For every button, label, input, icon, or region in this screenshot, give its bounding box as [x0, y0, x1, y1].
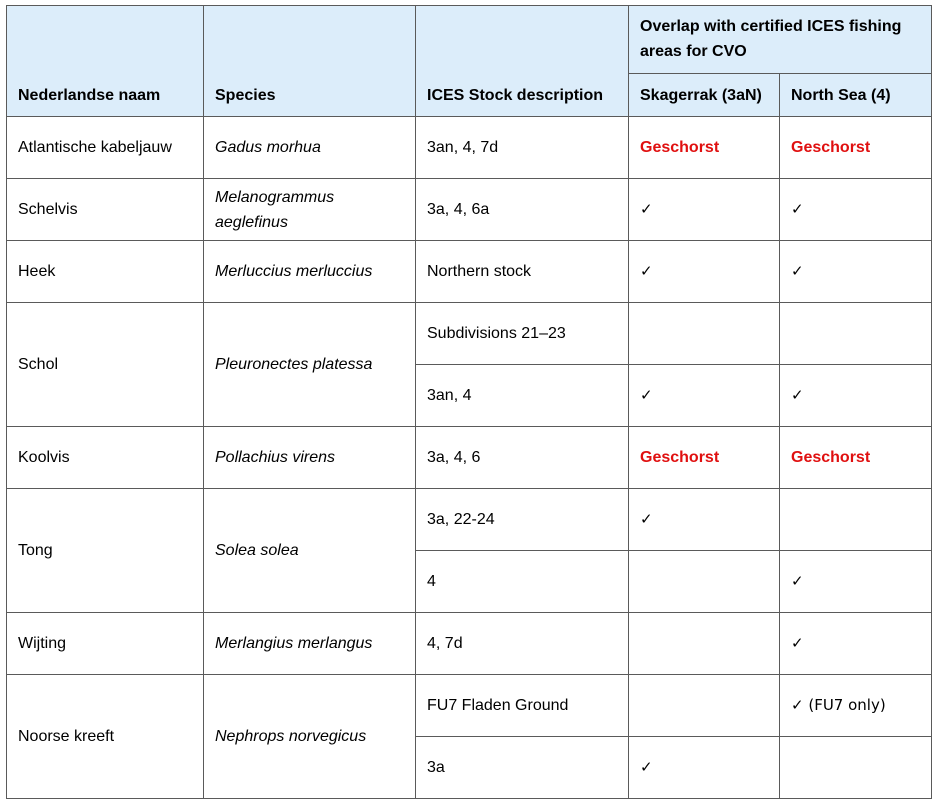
cell-name: Atlantische kabeljauw	[7, 117, 204, 179]
cell-name: Wijting	[7, 613, 204, 675]
cell-skagerrak: ✓	[629, 179, 780, 241]
cell-northsea: ✓	[780, 365, 932, 427]
cell-northsea	[780, 489, 932, 551]
cell-name: Koolvis	[7, 427, 204, 489]
cell-species: Pleuronectes platessa	[204, 303, 416, 427]
cell-name: Schol	[7, 303, 204, 427]
cell-northsea: Geschorst	[780, 427, 932, 489]
cell-skagerrak: ✓	[629, 365, 780, 427]
cell-northsea: ✓	[780, 613, 932, 675]
table-row	[7, 675, 932, 737]
table-row	[7, 117, 932, 179]
cell-northsea: ✓	[780, 551, 932, 613]
table-row	[7, 179, 932, 241]
cell-species: Merlangius merlangus	[204, 613, 416, 675]
header-name: Nederlandse naam	[7, 6, 204, 117]
cell-species: Merluccius merluccius	[204, 241, 416, 303]
cell-skagerrak	[629, 303, 780, 365]
cell-skagerrak	[629, 675, 780, 737]
cell-skagerrak	[629, 551, 780, 613]
header-northsea: North Sea (4)	[780, 74, 932, 117]
cell-stock: 3a, 4, 6a	[416, 179, 629, 241]
table-row	[7, 489, 932, 551]
cell-name: Heek	[7, 241, 204, 303]
cell-skagerrak: Geschorst	[629, 427, 780, 489]
cell-species: Solea solea	[204, 489, 416, 613]
cell-northsea: ✓	[780, 241, 932, 303]
cell-species: Nephrops norvegicus	[204, 675, 416, 799]
cell-stock: FU7 Fladen Ground	[416, 675, 629, 737]
cell-species: Pollachius virens	[204, 427, 416, 489]
cell-stock: Subdivisions 21–23	[416, 303, 629, 365]
cell-northsea: Geschorst	[780, 117, 932, 179]
cell-species: Gadus morhua	[204, 117, 416, 179]
cell-skagerrak: ✓	[629, 241, 780, 303]
cell-skagerrak: Geschorst	[629, 117, 780, 179]
cell-name: Noorse kreeft	[7, 675, 204, 799]
cell-name: Schelvis	[7, 179, 204, 241]
cell-northsea	[780, 737, 932, 799]
header-species: Species	[204, 6, 416, 117]
cell-northsea: ✓ (FU7 only)	[780, 675, 932, 737]
cell-northsea: ✓	[780, 179, 932, 241]
cell-stock: 3an, 4, 7d	[416, 117, 629, 179]
cell-stock: 4, 7d	[416, 613, 629, 675]
cell-skagerrak: ✓	[629, 737, 780, 799]
cell-stock: Northern stock	[416, 241, 629, 303]
header-overlap-group: Overlap with certified ICES fishing areas for CVO	[629, 6, 932, 74]
cell-stock: 4	[416, 551, 629, 613]
table-row	[7, 303, 932, 365]
cell-stock: 3a, 22-24	[416, 489, 629, 551]
header-stock: ICES Stock description	[416, 6, 629, 117]
table-row	[7, 241, 932, 303]
cell-skagerrak: ✓	[629, 489, 780, 551]
header-skagerrak: Skagerrak (3aN)	[629, 74, 780, 117]
cell-northsea	[780, 303, 932, 365]
cell-stock: 3a	[416, 737, 629, 799]
species-table	[6, 5, 932, 799]
cell-stock: 3an, 4	[416, 365, 629, 427]
cell-species: Melanogrammus aeglefinus	[204, 179, 416, 241]
cell-stock: 3a, 4, 6	[416, 427, 629, 489]
cell-name: Tong	[7, 489, 204, 613]
table-row	[7, 613, 932, 675]
table-row	[7, 427, 932, 489]
cell-skagerrak	[629, 613, 780, 675]
